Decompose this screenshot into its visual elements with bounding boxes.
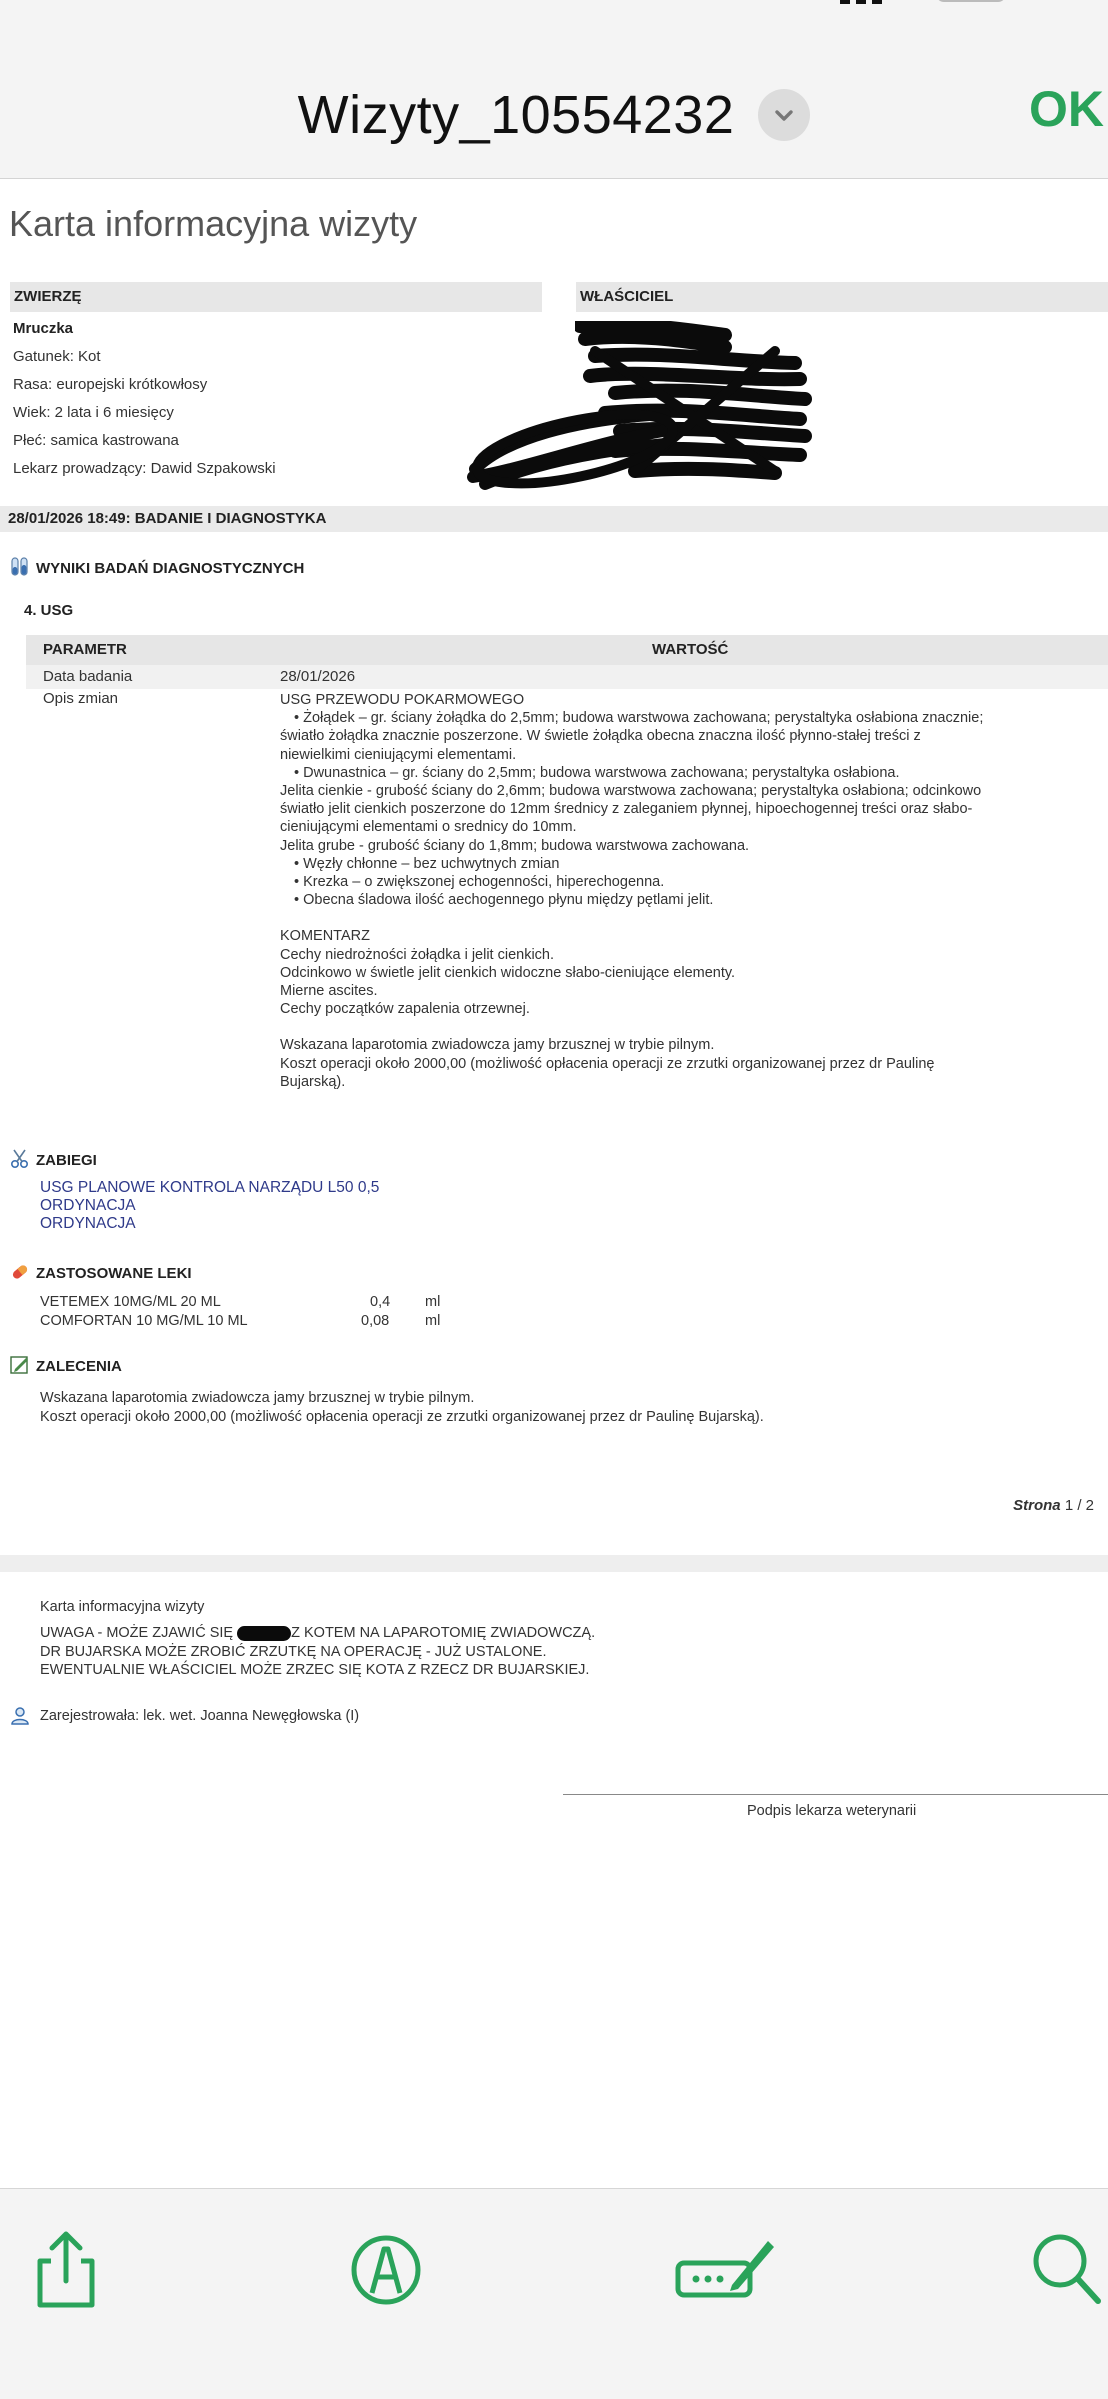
pet-sex: Płeć: samica kastrowana	[13, 432, 179, 449]
procedures-list	[40, 1179, 379, 1233]
desc-line: • Węzły chłonne – bez uchwytnych zmian	[294, 855, 560, 872]
card-title: Karta informacyjna wizyty	[9, 203, 418, 244]
results-heading-row	[10, 557, 304, 577]
desc-line: niewielkimi cieniującymi elementami.	[280, 746, 517, 763]
table-row-date	[26, 665, 1108, 689]
desc-line: światło jelit cienkich poszerzone do 12mm średnicy z zaleganiem płynnej, hipoechogennej treści oraz słabo-	[280, 801, 973, 818]
procedures-heading: ZABIEGI	[36, 1152, 97, 1169]
drug-row	[40, 1293, 540, 1312]
signature-label: Podpis lekarza weterynarii	[747, 1803, 917, 1819]
desc-line: Cechy niedrożności żołądka i jelit cienkich.	[280, 946, 555, 963]
procedures-heading-row	[10, 1149, 97, 1169]
usg-title: 4. USG	[24, 602, 74, 619]
pill-icon	[10, 1262, 30, 1282]
drug-qty: 0,08	[361, 1312, 390, 1329]
note-line-1: UWAGA - MOŻE ZJAWIĆ SIĘ Z KOTEM NA LAPAROTOMIĘ ZWIADOWCZĄ.	[40, 1625, 596, 1641]
title-area	[0, 80, 1108, 150]
test-tubes-icon	[10, 557, 30, 577]
desc-line: Mierne ascites.	[280, 983, 378, 1000]
col-param: PARAMETR	[43, 641, 127, 658]
registered-row	[10, 1706, 359, 1726]
results-table-header	[26, 635, 1108, 665]
desc-line: Bujarską).	[280, 1073, 346, 1090]
description-text	[280, 691, 1090, 1091]
col-value: WARTOŚĆ	[652, 641, 729, 658]
drug-unit: ml	[425, 1312, 441, 1329]
page-gap	[0, 1555, 1108, 1572]
drugs-heading-row	[10, 1262, 192, 1282]
signature-line	[563, 1794, 1108, 1795]
pet-age: Wiek: 2 lata i 6 miesięcy	[13, 404, 174, 421]
desc-line: • Obecna śladowa ilość aechogennego płynu między pętlami jelit.	[294, 892, 714, 909]
registered-by: Zarejestrowała: lek. wet. Joanna Newęgłowska (I)	[40, 1707, 360, 1724]
desc-line: Cechy początków zapalenia otrzewnej.	[280, 1001, 530, 1018]
date-value: 28/01/2026	[280, 668, 356, 685]
drug-qty: 0,4	[370, 1294, 391, 1310]
desc-line: • Krezka – o zwiększonej echogenności, hiperechogenna.	[294, 874, 665, 891]
redaction-mark	[237, 1626, 291, 1641]
procedure-item: ORDYNACJA	[40, 1197, 136, 1214]
desc-line: USG PRZEWODU POKARMOWEGO	[280, 692, 525, 708]
recommendation-line: Wskazana laparotomia zwiadowcza jamy brzusznej w trybie pilnym.	[40, 1390, 475, 1406]
desc-line: cieniującymi elementami o srednicy do 10mm.	[280, 819, 577, 836]
markup-pen-icon[interactable]	[346, 2229, 426, 2309]
search-icon[interactable]	[1026, 2229, 1106, 2309]
card-title-2: Karta informacyjna wizyty	[40, 1599, 205, 1615]
desc-line: Jelita grube - grubość ściany do 1,8mm; budowa warstwowa zachowana.	[280, 837, 750, 854]
desc-line: Odcinkowo w świetle jelit cienkich widoczne słabo-cieniujące elementy.	[280, 964, 736, 981]
page-of: 1 / 2	[1064, 1497, 1094, 1514]
document-page-2	[0, 1572, 1108, 2188]
visit-header: 28/01/2026 18:49: BADANIE I DIAGNOSTYKA	[0, 506, 1108, 532]
pet-name: Mruczka	[13, 320, 74, 337]
pet-section-heading: ZWIERZĘ	[10, 282, 542, 312]
note-block	[40, 1624, 1040, 1680]
pet-doctor: Lekarz prowadzący: Dawid Szpakowski	[13, 460, 276, 477]
drugs-heading: ZASTOSOWANE LEKI	[36, 1265, 192, 1282]
pet-breed: Rasa: europejski krótkowłosy	[13, 376, 208, 393]
ok-button[interactable]: OK	[1029, 81, 1104, 137]
drug-name: VETEMEX 10MG/ML 20 ML	[40, 1294, 221, 1310]
page-number	[1013, 1497, 1094, 1514]
recommendations-text	[40, 1389, 764, 1426]
drug-unit: ml	[425, 1294, 441, 1310]
share-icon[interactable]	[26, 2229, 106, 2309]
desc-line: Wskazana laparotomia zwiadowcza jamy brzusznej w trybie pilnym.	[280, 1037, 715, 1054]
drugs-list	[40, 1293, 540, 1330]
note-line-3: EWENTUALNIE WŁAŚCICIEL MOŻE ZRZEC SIĘ KOTA Z RZECZ DR BUJARSKIEJ.	[40, 1662, 590, 1678]
recommendations-heading: ZALECENIA	[36, 1358, 122, 1375]
owner-section-heading: WŁAŚCICIEL	[576, 282, 1108, 312]
drug-name: COMFORTAN 10 MG/ML 10 ML	[40, 1312, 248, 1329]
desc-line: • Żołądek – gr. ściany żołądka do 2,5mm; budowa warstwowa zachowana; perystaltyka osłabiona znacznie;	[294, 710, 984, 727]
note-line-2: DR BUJARSKA MOŻE ZROBIĆ ZRZUTKĘ NA OPERACJĘ - JUŻ USTALONE.	[40, 1643, 547, 1660]
bottom-toolbar	[0, 2188, 1108, 2399]
desc-spacer	[280, 909, 1090, 927]
status-bar	[0, 0, 1108, 14]
redaction-scribble-2	[465, 399, 685, 494]
page-label: Strona	[1013, 1497, 1061, 1514]
pencil-note-icon	[10, 1355, 30, 1375]
recommendation-line: Koszt operacji około 2000,00 (możliwość opłacenia operacji ze zrzutki organizowanej przez dr Paulinę Bujarską).	[40, 1408, 764, 1425]
desc-line: Koszt operacji około 2000,00 (możliwość opłacenia operacji ze zrzutki organizowanej przez dr Paulinę	[280, 1055, 935, 1072]
user-icon	[10, 1706, 30, 1726]
desc-line: światło żołądka znacznie poszerzone. W świetle żołądka obecna znaczna ilość płynno-stałej treści z	[280, 728, 921, 745]
status-icons	[840, 0, 1010, 4]
drug-row	[40, 1312, 540, 1331]
recommendations-heading-row	[10, 1355, 122, 1375]
results-heading: WYNIKI BADAŃ DIAGNOSTYCZNYCH	[36, 560, 305, 577]
document-page-1	[0, 179, 1108, 1555]
desc-line: Jelita cienkie - grubość ściany do 2,6mm; budowa warstwowa zachowana; perystaltyka osłabiona; odcinkowo	[280, 783, 982, 800]
desc-label: Opis zmian	[43, 690, 119, 707]
desc-line: • Dwunastnica – gr. ściany do 2,5mm; budowa warstwowa zachowana; perystaltyka osłabiona.	[294, 764, 900, 781]
desc-line: KOMENTARZ	[280, 928, 370, 945]
document-title[interactable]: Wizyty_10554232	[297, 85, 735, 145]
chevron-down-icon[interactable]	[758, 89, 810, 141]
date-label: Data badania	[43, 668, 133, 685]
scissors-icon	[10, 1149, 30, 1169]
signature-icon[interactable]	[670, 2229, 778, 2309]
desc-spacer	[280, 1018, 1090, 1036]
procedure-item: ORDYNACJA	[40, 1215, 136, 1232]
pet-species: Gatunek: Kot	[13, 348, 101, 365]
nav-header	[0, 0, 1108, 179]
procedure-item: USG PLANOWE KONTROLA NARZĄDU L50 0,5	[40, 1179, 380, 1196]
